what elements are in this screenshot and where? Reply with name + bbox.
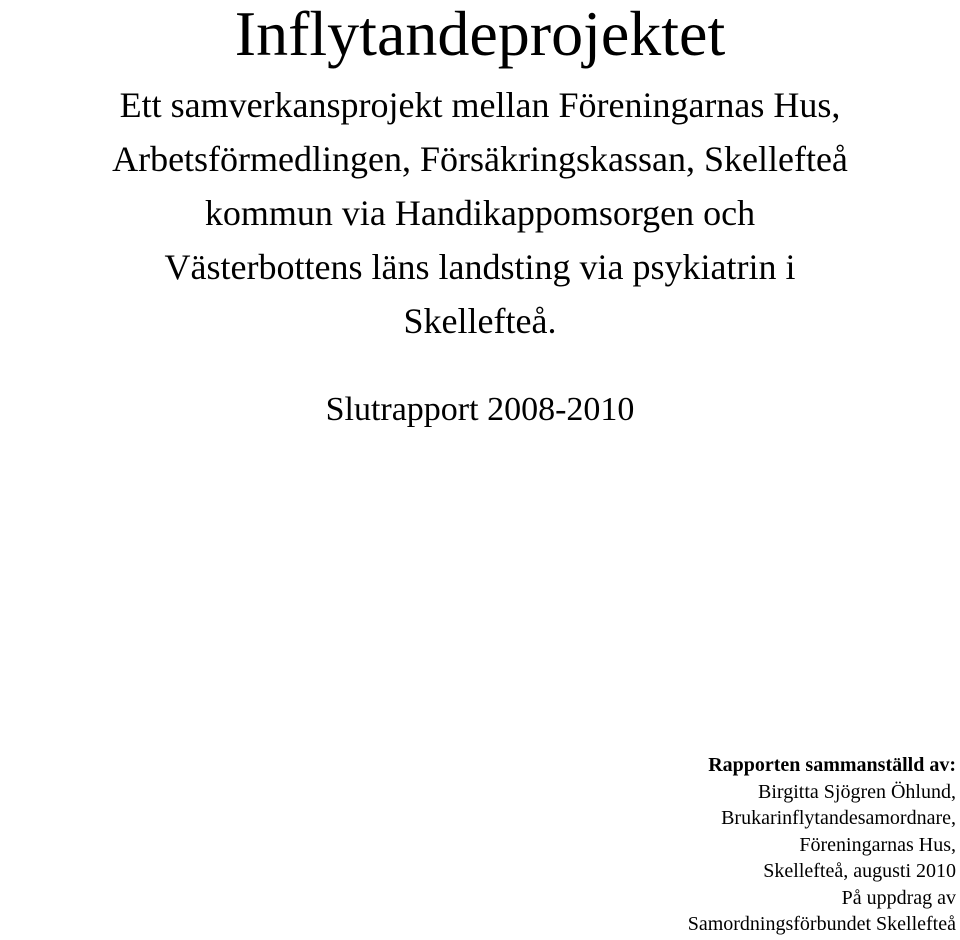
subtitle-line: Västerbottens läns landsting via psykiatrin i bbox=[164, 247, 796, 287]
document-title: Inflytandeprojektet bbox=[234, 0, 726, 69]
credits-line: På uppdrag av bbox=[841, 886, 956, 909]
credits-line: Samordningsförbundet Skellefteå bbox=[687, 913, 956, 935]
subtitle-line: kommun via Handikappomsorgen och bbox=[204, 193, 756, 233]
subtitle-line: Ett samverkansprojekt mellan Föreningarnas Hus, bbox=[119, 85, 841, 125]
credits-line: Birgitta Sjögren Öhlund, bbox=[758, 780, 956, 803]
subtitle-line: Skellefteå. bbox=[403, 301, 557, 341]
credits-heading: Rapporten sammanställd av: bbox=[708, 754, 956, 776]
credits-line: Föreningarnas Hus, bbox=[799, 833, 956, 856]
credits-line: Skellefteå, augusti 2010 bbox=[763, 860, 956, 882]
document-subtitle bbox=[0, 78, 960, 348]
report-title: Slutrapport 2008-2010 bbox=[325, 391, 635, 428]
credits-block bbox=[536, 752, 956, 938]
subtitle-line: Arbetsförmedlingen, Försäkringskassan, Skellefteå bbox=[112, 139, 848, 179]
credits-line: Brukarinflytandesamordnare, bbox=[721, 807, 956, 829]
